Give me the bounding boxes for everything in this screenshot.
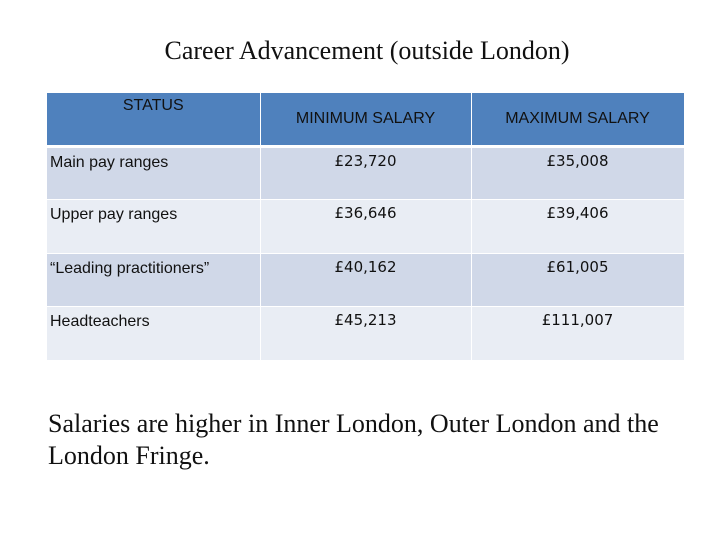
- minimum-salary-cell: £36,646: [260, 200, 471, 254]
- table-header-row: [47, 93, 684, 146]
- table-row: [47, 146, 684, 200]
- minimum-salary-cell: £40,162: [260, 253, 471, 307]
- minimum-salary-cell: £23,720: [260, 146, 471, 200]
- maximum-salary-cell: £35,008: [471, 146, 684, 200]
- status-cell: “Leading practitioners”: [47, 253, 260, 307]
- salary-table: [47, 93, 685, 361]
- column-header-maximum-salary: MAXIMUM SALARY: [471, 93, 684, 146]
- maximum-salary-cell: £39,406: [471, 200, 684, 254]
- page-title: Career Advancement (outside London): [164, 36, 570, 65]
- table-row: [47, 253, 684, 307]
- maximum-salary-cell: £61,005: [471, 253, 684, 307]
- minimum-salary-cell: £45,213: [260, 307, 471, 361]
- column-header-minimum-salary: MINIMUM SALARY: [260, 93, 471, 146]
- maximum-salary-cell: £111,007: [471, 307, 684, 361]
- table-row: [47, 307, 684, 361]
- status-cell: Main pay ranges: [47, 146, 260, 200]
- status-cell: Headteachers: [47, 307, 260, 361]
- column-header-status: STATUS: [47, 93, 260, 146]
- footnote-text: Salaries are higher in Inner London, Outer London and the London Fringe.: [48, 409, 659, 470]
- table-row: [47, 200, 684, 254]
- status-cell: Upper pay ranges: [47, 200, 260, 254]
